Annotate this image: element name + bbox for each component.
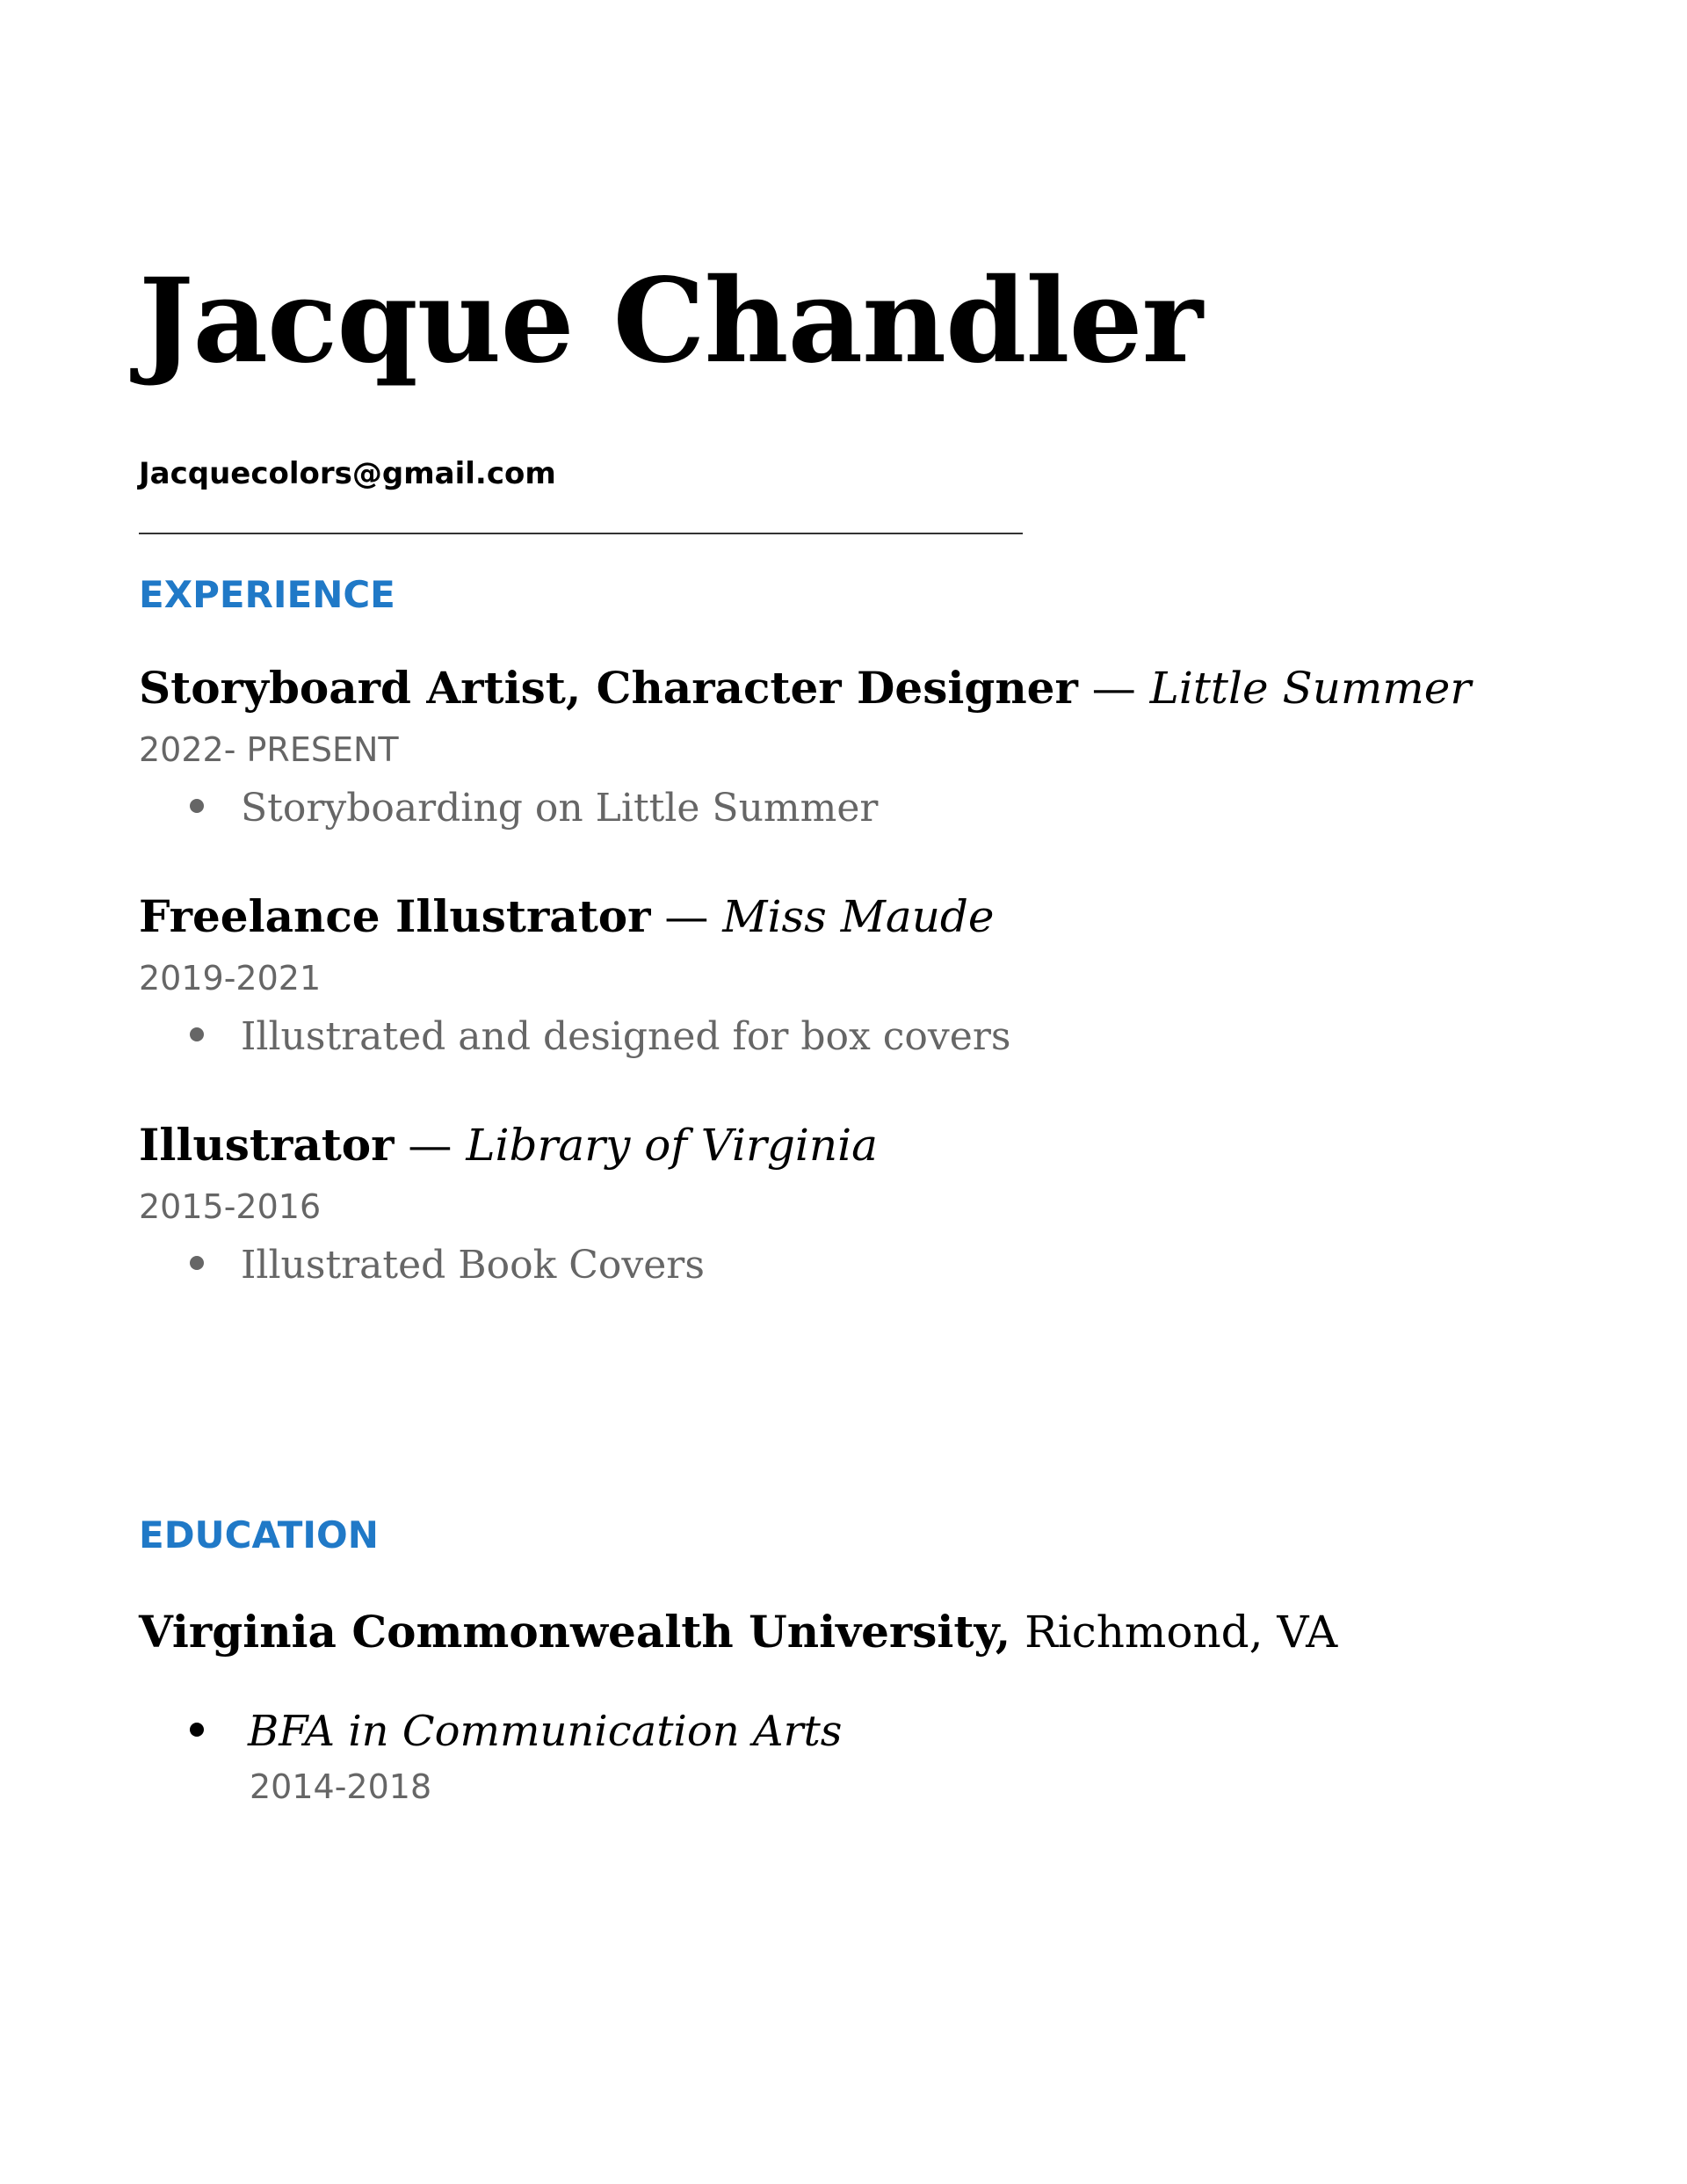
school-location: Richmond, VA — [1010, 1607, 1338, 1658]
job-bullet — [190, 786, 879, 831]
job-bullet — [190, 1014, 1011, 1059]
email-address: Jacquecolors@gmail.com — [139, 456, 556, 491]
job-separator: — — [1077, 663, 1150, 714]
education-heading: EDUCATION — [139, 1513, 379, 1556]
job-company: Little Summer — [1149, 663, 1472, 714]
job-bullet-text: Illustrated and designed for box covers — [241, 1014, 1011, 1059]
job-bullet-text: Storyboarding on Little Summer — [241, 786, 879, 831]
job-dates: 2022- PRESENT — [139, 730, 399, 769]
job-separator: — — [394, 1120, 467, 1171]
job-title-line — [139, 890, 995, 942]
job-role: Storyboard Artist, Character Designer — [139, 662, 1078, 714]
degree-name: BFA in Communication Arts — [248, 1707, 843, 1756]
job-dates: 2015-2016 — [139, 1187, 322, 1226]
experience-heading: EXPERIENCE — [139, 573, 395, 616]
job-role: Freelance Illustrator — [139, 890, 651, 942]
job-separator: — — [650, 891, 723, 942]
school-name: Virginia Commonwealth University, — [139, 1606, 1011, 1658]
job-title-line — [139, 1119, 878, 1171]
education-school-line — [139, 1606, 1338, 1658]
bullet-dot-icon — [190, 1256, 204, 1270]
education-dates: 2014-2018 — [250, 1767, 432, 1806]
bullet-dot-icon — [190, 1027, 204, 1041]
job-company: Library of Virginia — [466, 1120, 878, 1171]
bullet-dot-icon — [190, 1723, 204, 1737]
job-role: Illustrator — [139, 1119, 395, 1171]
bullet-dot-icon — [190, 799, 204, 813]
education-degree — [190, 1707, 843, 1756]
job-bullet — [190, 1243, 705, 1288]
header-divider — [139, 533, 1023, 534]
candidate-name: Jacque Chandler — [139, 253, 1203, 389]
job-company: Miss Maude — [722, 891, 995, 942]
job-dates: 2019-2021 — [139, 959, 322, 998]
job-title-line — [139, 662, 1472, 714]
job-bullet-text: Illustrated Book Covers — [241, 1243, 705, 1288]
